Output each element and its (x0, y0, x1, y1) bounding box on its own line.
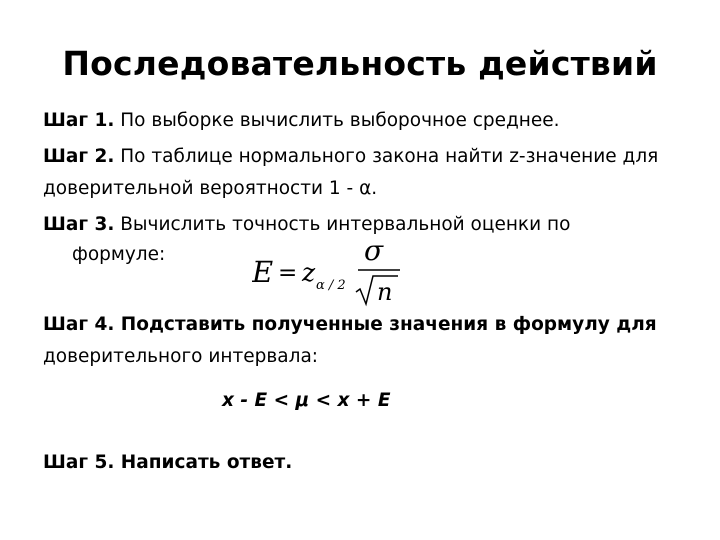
precision-formula (252, 232, 412, 312)
step-2-continuation: доверительной вероятности 1 - α. (43, 178, 378, 199)
step-1-label: Шаг 1. (43, 110, 115, 131)
step-3-text: Вычислить точность интервальной оценки по (114, 214, 571, 235)
step-1 (43, 108, 560, 134)
step-2-text: По таблице нормального закона найти z-значение для (114, 146, 659, 167)
step-4-text: Подставить полученные значения в формулу для (114, 314, 657, 335)
formula-n: n (377, 278, 393, 306)
step-2 (43, 144, 658, 170)
step-4 (43, 312, 657, 338)
formula-sigma: σ (364, 234, 384, 267)
formula-z-symbol: z (302, 258, 316, 287)
step-2-label: Шаг 2. (43, 146, 115, 167)
step-3-continuation: формуле: (72, 244, 166, 265)
confidence-interval-formula: x - E < μ < x + E (222, 390, 391, 411)
step-5-text: Написать ответ. (114, 452, 293, 473)
formula-equals: = (278, 260, 298, 286)
step-5 (43, 450, 292, 476)
step-4-label: Шаг 4. (43, 314, 115, 335)
formula-subscript: α / 2 (316, 278, 346, 293)
step-5-label: Шаг 5. (43, 452, 115, 473)
step-1-text: По выборке вычислить выборочное среднее. (114, 110, 560, 131)
page-title: Последовательность действий (62, 44, 658, 83)
formula-e-symbol: E (252, 255, 274, 289)
step-4-continuation: доверительного интервала: (43, 346, 319, 367)
step-3-label: Шаг 3. (43, 214, 115, 235)
